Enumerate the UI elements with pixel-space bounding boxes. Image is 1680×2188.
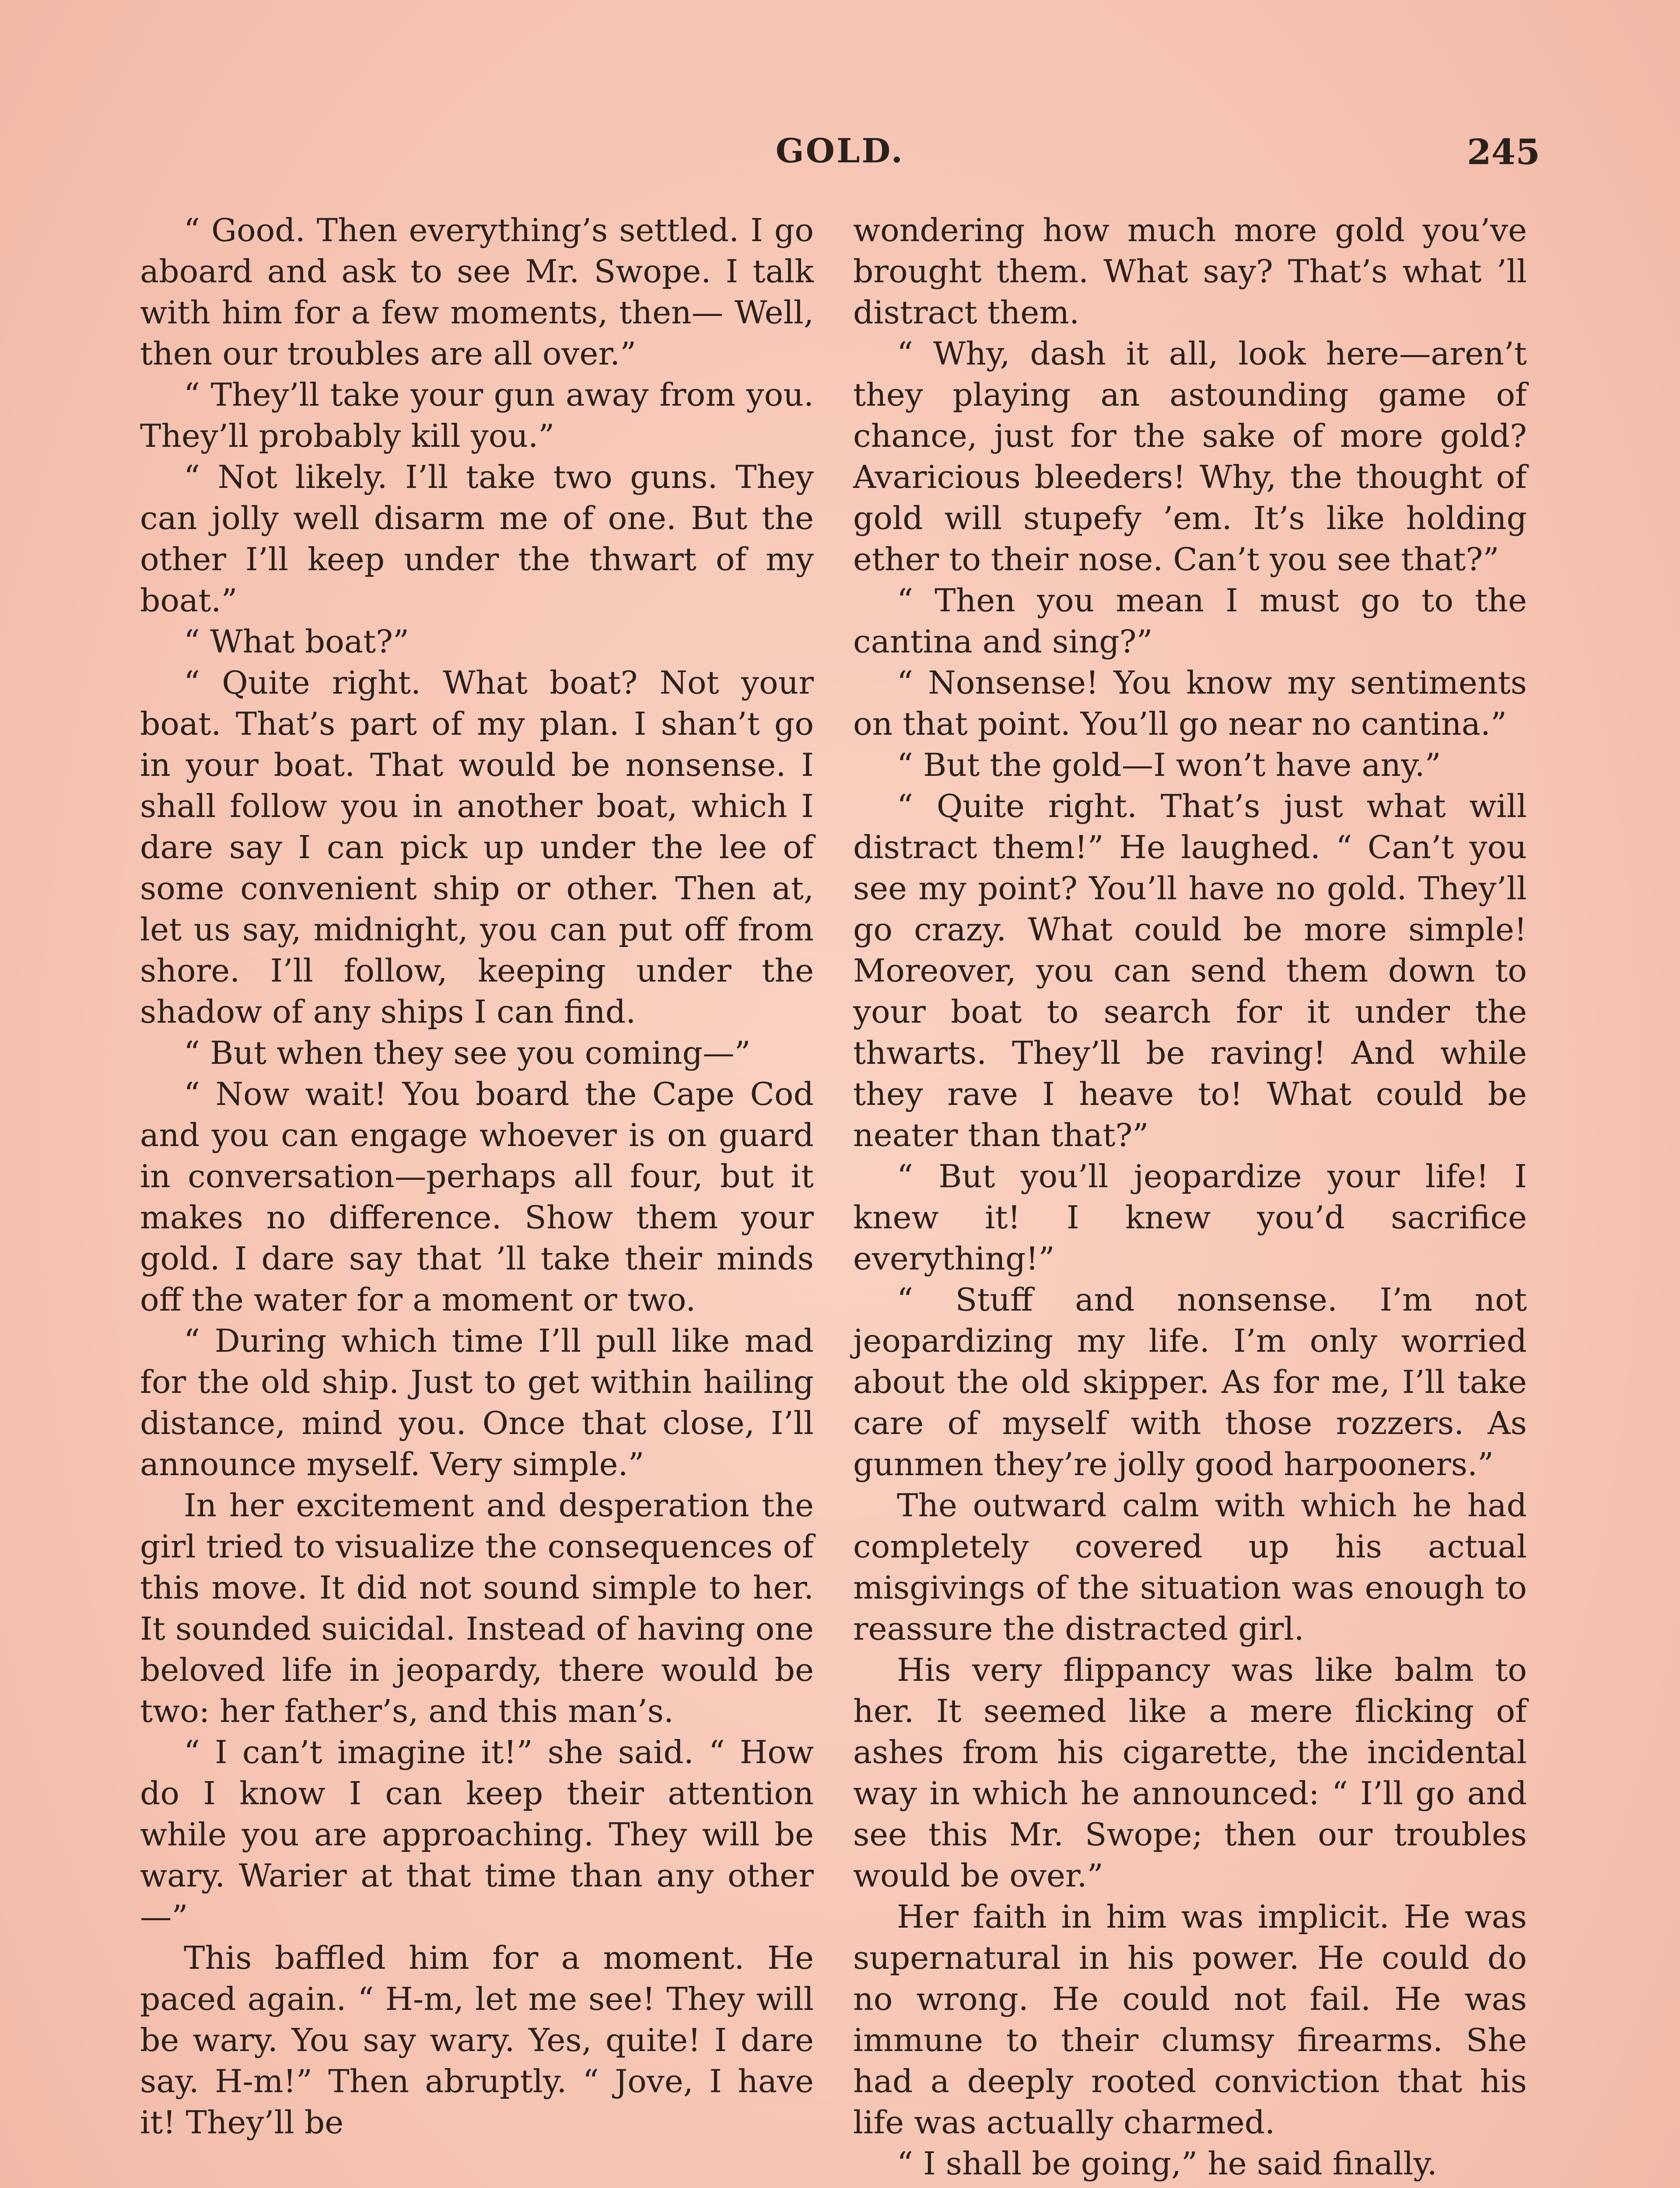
paragraph: “ Now wait! You board the Cape Cod and you can engage whoever is on guard in conversation—perhaps all four, but it makes no difference. Show them your gold. I dare say that ’ll take their minds off the water for a moment or two. <box>140 1076 814 1318</box>
paragraph: “ Good. Then everything’s settled. I go aboard and ask to see Mr. Swope. I talk with him for a few moments, then— Well, then our troubles are all over.” <box>140 212 814 372</box>
paragraph: “ Not likely. I’ll take two guns. They can jolly well disarm me of one. But the other I’ll keep under the thwart of my boat.” <box>140 459 814 619</box>
paragraph: His very flippancy was like balm to her. It seemed like a mere flicking of ashes from his cigarette, the incidental way in which he announced: “ I’ll go and see this Mr. Swope; then our troubles would be over.” <box>853 1652 1527 1894</box>
paragraph: “ Why, dash it all, look here—aren’t they playing an astounding game of chance, just for the sake of more gold? Avaricious bleeders! Why, the thought of gold will stupefy ’em. It’s like holding ether to their nose. Can’t you see that?” <box>853 336 1527 578</box>
paragraph: In her excitement and desperation the girl tried to visualize the consequences of this move. It did not sound simple to her. It sounded suicidal. Instead of having one beloved life in jeopardy, there would be two: her father’s, and this man’s. <box>140 1487 814 1730</box>
paragraph: “ I can’t imagine it!” she said. “ How do I know I can keep their attention while you are approaching. They will be wary. Warier at that time than any other—” <box>140 1734 814 1936</box>
right-column <box>853 210 1527 2184</box>
left-column <box>140 210 814 2143</box>
paragraph: This baffled him for a moment. He paced again. “ H-m, let me see! They will be wary. You say wary. Yes, quite! I dare say. H-m!” Then abruptly. “ Jove, I have it! They’ll be <box>140 1940 814 2141</box>
running-title: GOLD. <box>775 131 905 170</box>
paragraph: “ But when they see you coming—” <box>184 1035 751 1072</box>
paragraph: “ Quite right. What boat? Not your boat. That’s part of my plan. I shan’t go in your boat. That would be nonsense. I shall follow you in another boat, which I dare say I can pick up under the lee of some convenient ship or other. Then at, let us say, midnight, you can put off from shore. I’ll follow, keeping under the shadow of any ships I can find. <box>140 665 814 1031</box>
paragraph: “ During which time I’ll pull like mad for the old ship. Just to get within hailing distance, mind you. Once that close, I’ll announce myself. Very simple.” <box>140 1323 814 1483</box>
paragraph: “ I shall be going,” he said finally. <box>897 2146 1437 2182</box>
paragraph: The outward calm with which he had completely covered up his actual misgivings of the situation was enough to reassure the distracted girl. <box>853 1487 1527 1648</box>
paragraph: wondering how much more gold you’ve brought them. What say? That’s what ’ll distract them. <box>853 212 1527 331</box>
paragraph: “ Quite right. That’s just what will distract them!” He laughed. “ Can’t you see my point? You’ll have no gold. They’ll go crazy. What could be more simple! Moreover, you can send them down to your boat to search for it under the thwarts. They’ll be raving! And while they rave I heave to! What could be neater than that?” <box>853 788 1527 1154</box>
paragraph: “ They’ll take your gun away from you. They’ll probably kill you.” <box>140 377 814 455</box>
running-head <box>140 131 1540 179</box>
paragraph: Her faith in him was implicit. He was supernatural in his power. He could do no wrong. He could not fail. He was immune to their clumsy firearms. She had a deeply rooted conviction that his life was actually charmed. <box>853 1899 1527 2141</box>
paragraph: “ Then you mean I must go to the cantina and sing?” <box>853 582 1527 660</box>
paragraph: “ But you’ll jeopardize your life! I knew it! I knew you’d sacrifice everything!” <box>853 1158 1527 1277</box>
paragraph: “ What boat?” <box>184 624 410 660</box>
paragraph: “ Stuff and nonsense. I’m not jeopardizing my life. I’m only worried about the old skipper. As for me, I’ll take care of myself with those rozzers. As gunmen they’re jolly good harpooners.” <box>853 1282 1527 1483</box>
paragraph: “ Nonsense! You know my sentiments on that point. You’ll go near no cantina.” <box>853 665 1527 743</box>
page-number: 245 <box>1467 131 1540 172</box>
paragraph: “ But the gold—I won’t have any.” <box>897 747 1441 784</box>
